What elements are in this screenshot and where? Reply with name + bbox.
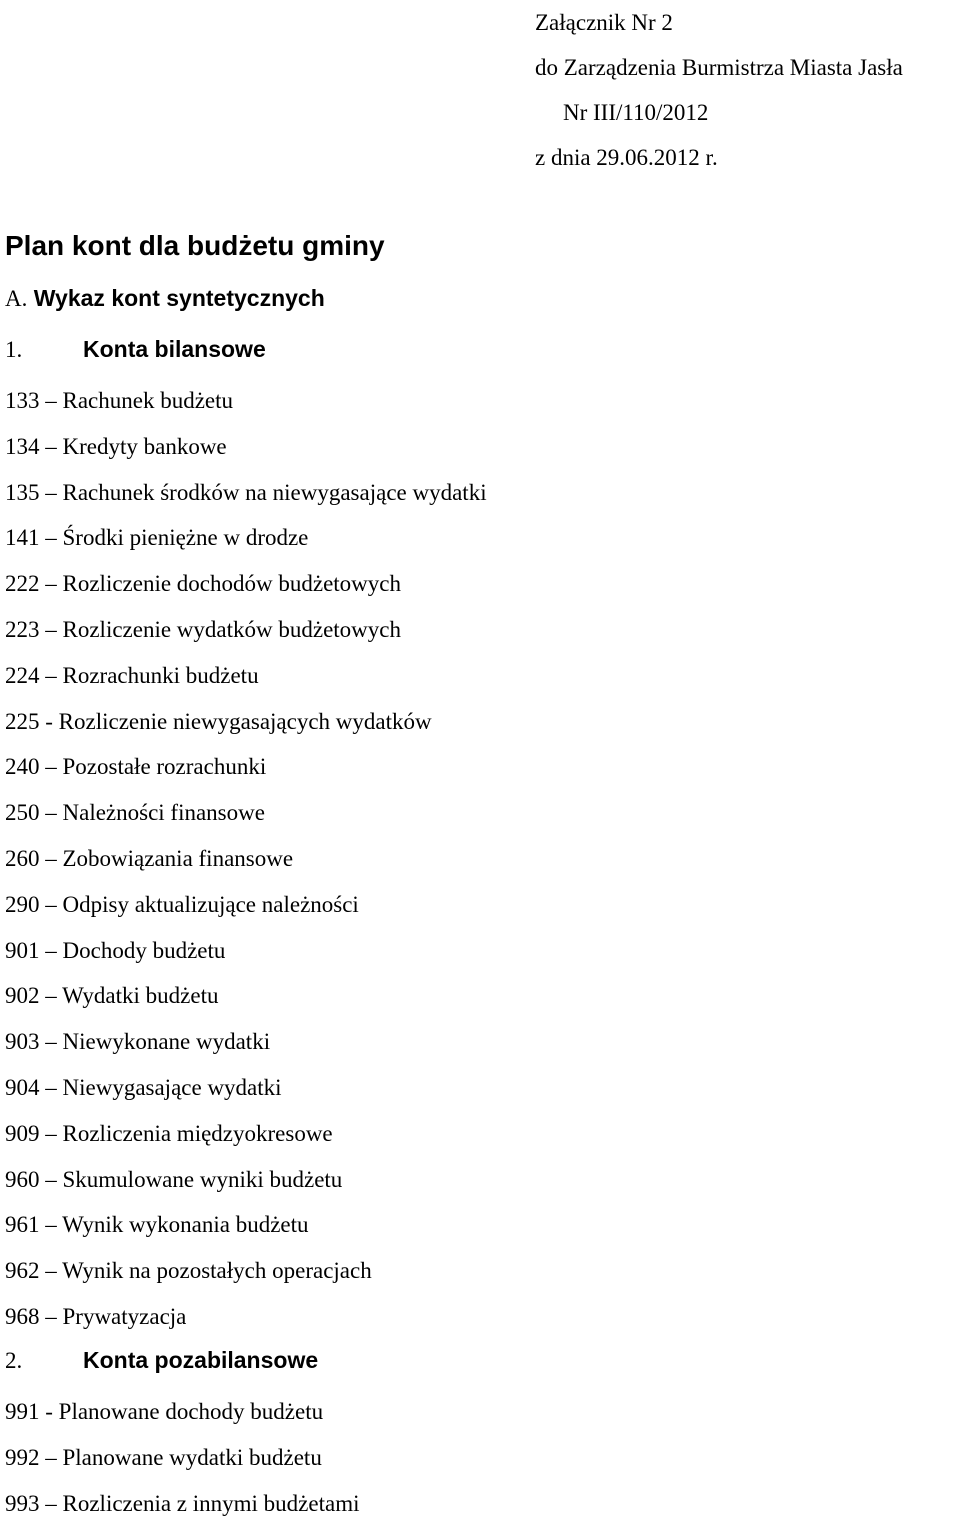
account-item: 223 – Rozliczenie wydatków budżetowych (5, 616, 401, 642)
account-item: 290 – Odpisy aktualizujące należności (5, 891, 359, 917)
group-number: 2. (5, 1348, 23, 1373)
off-balance-accounts-list (5, 1389, 359, 1526)
group-number: 1. (5, 337, 23, 362)
account-item: 225 - Rozliczenie niewygasających wydatków (5, 708, 432, 734)
account-item: 134 – Kredyty bankowe (5, 433, 227, 459)
group-title: Konta pozabilansowe (83, 1347, 319, 1373)
ordinance-date: z dnia 29.06.2012 r. (535, 145, 718, 170)
account-item: 902 – Wydatki budżetu (5, 983, 219, 1009)
section-title: Wykaz kont syntetycznych (33, 285, 325, 311)
section-letter: A. (5, 286, 28, 311)
document-title: Plan kont dla budżetu gminy (5, 230, 385, 261)
account-item: 903 – Niewykonane wydatki (5, 1029, 271, 1055)
group-title: Konta bilansowe (83, 336, 266, 362)
group-heading-off-balance (5, 1343, 318, 1378)
attachment-number: Załącznik Nr 2 (535, 10, 673, 35)
attachment-header (535, 0, 960, 180)
account-item: 992 – Planowane wydatki budżetu (5, 1444, 322, 1470)
account-item: 960 – Skumulowane wyniki budżetu (5, 1166, 343, 1192)
balance-accounts-list (5, 378, 487, 1340)
account-item: 961 – Wynik wykonania budżetu (5, 1212, 309, 1238)
section-heading (5, 280, 325, 317)
account-item: 133 – Rachunek budżetu (5, 388, 234, 413)
account-item: 240 – Pozostałe rozrachunki (5, 754, 267, 780)
account-item: 962 – Wynik na pozostałych operacjach (5, 1258, 372, 1284)
account-item: 901 – Dochody budżetu (5, 937, 226, 963)
ordinance-reference: do Zarządzenia Burmistrza Miasta Jasła (535, 55, 903, 80)
account-item: 224 – Rozrachunki budżetu (5, 662, 259, 688)
account-item: 991 - Planowane dochody budżetu (5, 1399, 324, 1424)
ordinance-number: Nr III/110/2012 (563, 100, 709, 125)
account-item: 222 – Rozliczenie dochodów budżetowych (5, 571, 401, 597)
account-item: 993 – Rozliczenia z innymi budżetami (5, 1490, 360, 1516)
account-item: 135 – Rachunek środków na niewygasające wydatki (5, 479, 487, 505)
group-heading-balance (5, 332, 266, 367)
account-item: 968 – Prywatyzacja (5, 1303, 187, 1329)
account-item: 909 – Rozliczenia międzyokresowe (5, 1120, 333, 1146)
account-item: 904 – Niewygasające wydatki (5, 1074, 282, 1100)
account-item: 141 – Środki pieniężne w drodze (5, 525, 309, 551)
account-item: 250 – Należności finansowe (5, 800, 265, 826)
account-item: 260 – Zobowiązania finansowe (5, 845, 294, 871)
